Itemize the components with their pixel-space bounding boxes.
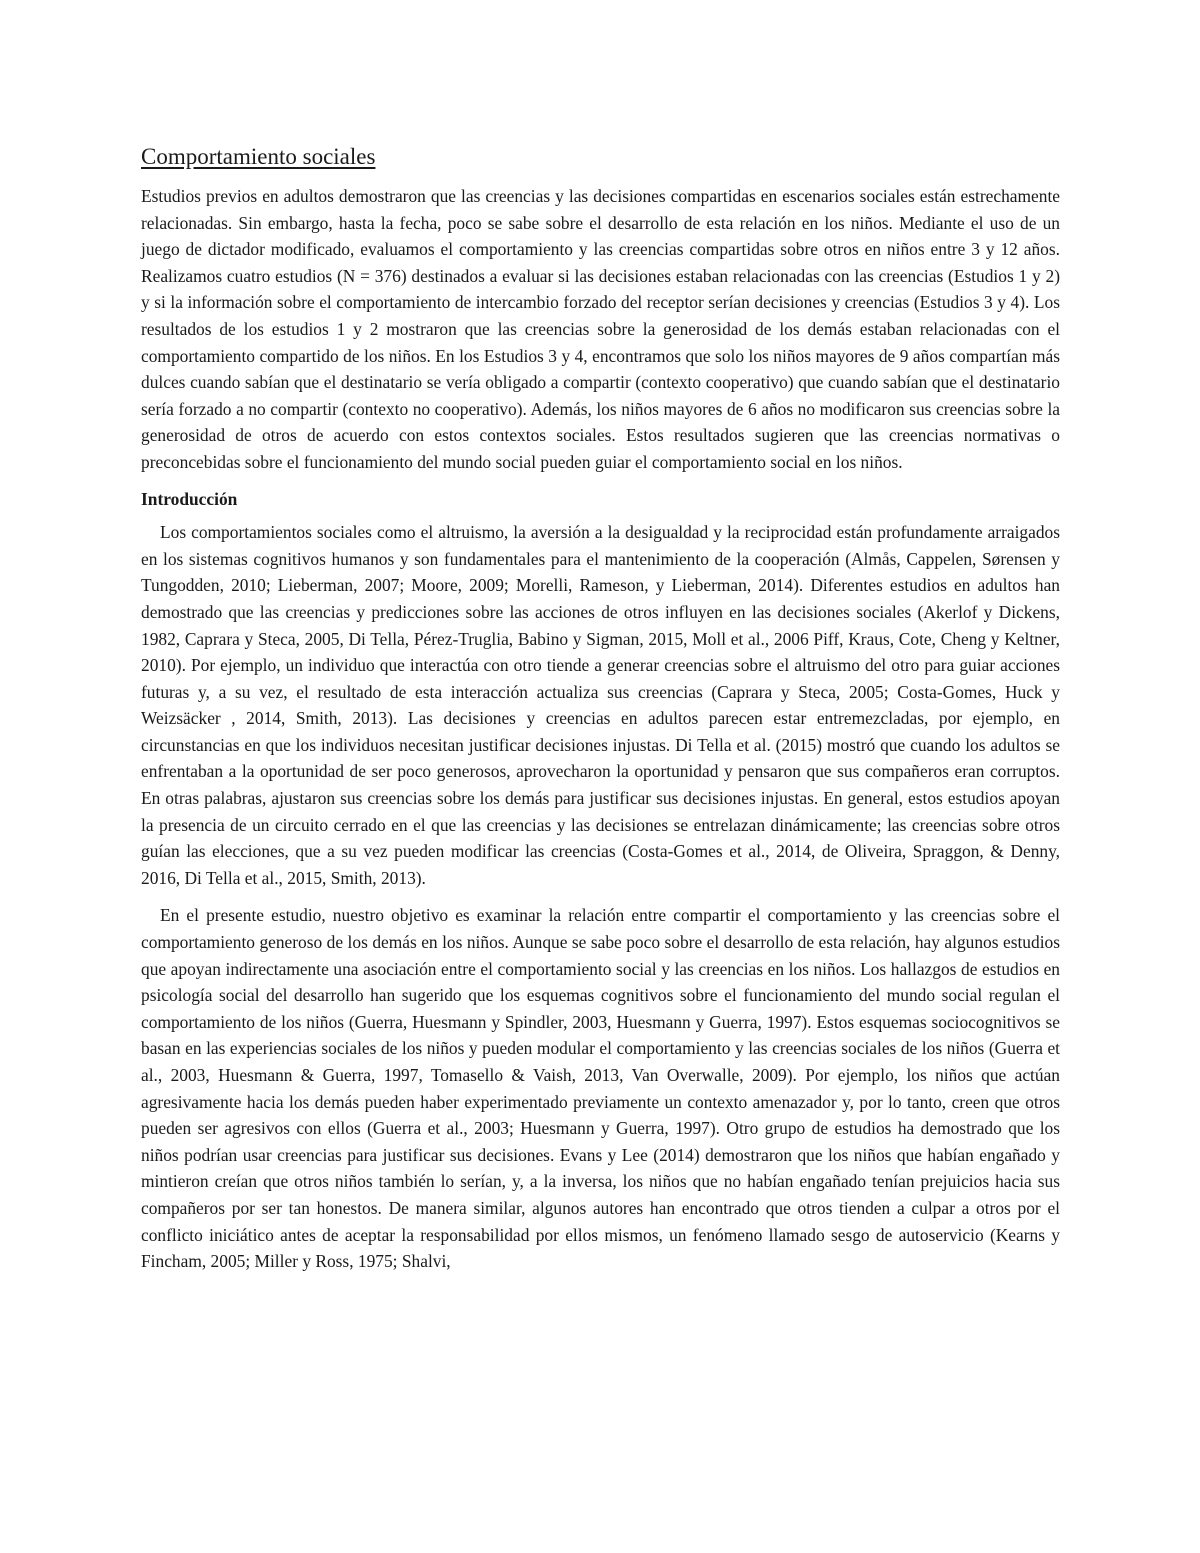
- paragraph-spacer: [141, 891, 1060, 902]
- document-title: Comportamiento sociales: [141, 144, 376, 169]
- abstract-paragraph: Estudios previos en adultos demostraron que las creencias y las decisiones compartidas en escenarios sociales están estrechamente relacionadas. Sin embargo, hasta la fecha, poco se sabe sobre el desarrollo de esta relación en los niños. Mediante el uso de un juego de dictador modificado, evaluamos el comportamiento y las creencias compartidas sobre otros en niños entre 3 y 12 años. Realizamos cuatro estudios (N = 376) destinados a evaluar si las decisiones estaban relacionadas con las creencias (Estudios 1 y 2) y si la información sobre el comportamiento de intercambio forzado del receptor serían decisiones y creencias (Estudios 3 y 4). Los resultados de los estudios 1 y 2 mostraron que las creencias sobre la generosidad de los demás estaban relacionadas con el comportamiento compartido de los niños. En los Estudios 3 y 4, encontramos que solo los niños mayores de 9 años compartían más dulces cuando sabían que el destinatario se vería obligado a compartir (contexto cooperativo) que cuando sabían que el destinatario sería forzado a no compartir (contexto no cooperativo). Además, los niños mayores de 6 años no modificaron sus creencias sobre la generosidad de otros de acuerdo con estos contextos sociales. Estos resultados sugieren que las creencias normativas o preconcebidas sobre el funcionamiento del mundo social pueden guiar el comportamiento social en los niños.: [141, 186, 1060, 472]
- section-heading-introduccion: Introducción: [141, 488, 238, 509]
- introduction-paragraph-2: En el presente estudio, nuestro objetivo es examinar la relación entre compartir el comportamiento y las creencias sobre el comportamiento generoso de los demás en los niños. Aunque se sabe poco sobre el desarrollo de esta relación, hay algunos estudios que apoyan indirectamente una asociación entre el comportamiento social y las creencias en los niños. Los hallazgos de estudios en psicología social del desarrollo han sugerido que los esquemas cognitivos sobre el funcionamiento del mundo social regulan el comportamiento de los niños (Guerra, Huesmann y Spindler, 2003, Huesmann y Guerra, 1997). Estos esquemas sociocognitivos se basan en las experiencias sociales de los niños y pueden modular el comportamiento y las creencias sociales de los niños (Guerra et al., 2003, Huesmann & Guerra, 1997, Tomasello & Vaish, 2013, Van Overwalle, 2009). Por ejemplo, los niños que actúan agresivamente hacia los demás pueden haber experimentado previamente un contexto amenazador y, por lo tanto, creen que otros pueden ser agresivos con ellos (Guerra et al., 2003; Huesmann y Guerra, 1997). Otro grupo de estudios ha demostrado que los niños podrían usar creencias para justificar sus decisiones. Evans y Lee (2014) demostraron que los niños que habían engañado y mintieron creían que otros niños también lo serían, y, a la inversa, los niños que no habían engañado tenían prejuicios hacia sus compañeros por ser tan honestos. De manera similar, algunos autores han encontrado que otros tienden a culpar a otros por el conflicto iniciático antes de aceptar la responsabilidad por ellos mismos, un fenómeno llamado sesgo de autoservicio (Kearns y Fincham, 2005; Miller y Ross, 1975; Shalvi,: [141, 905, 1060, 1272]
- introduction-paragraph-1: Los comportamientos sociales como el altruismo, la aversión a la desigualdad y la reciprocidad están profundamente arraigados en los sistemas cognitivos humanos y son fundamentales para el mantenimiento de la cooperación (Almås, Cappelen, Sørensen y Tungodden, 2010; Lieberman, 2007; Moore, 2009; Morelli, Rameson, y Lieberman, 2014). Diferentes estudios en adultos han demostrado que las creencias y predicciones sobre las acciones de otros influyen en las decisiones sociales (Akerlof y Dickens, 1982, Caprara y Steca, 2005, Di Tella, Pérez-Truglia, Babino y Sigman, 2015, Moll et al., 2006 Piff, Kraus, Cote, Cheng y Keltner, 2010). Por ejemplo, un individuo que interactúa con otro tiende a generar creencias sobre el altruismo del otro para guiar acciones futuras y, a su vez, el resultado de esta interacción actualiza sus creencias (Caprara y Steca, 2005; Costa-Gomes, Huck y Weizsäcker , 2014, Smith, 2013). Las decisiones y creencias en adultos parecen estar entremezcladas, por ejemplo, en circunstancias en que los individuos necesitan justificar decisiones injustas. Di Tella et al. (2015) mostró que cuando los adultos se enfrentaban a la oportunidad de ser poco generosos, aprovecharon la oportunidad y pensaron que sus compañeros eran corruptos. En otras palabras, ajustaron sus creencias sobre los demás para justificar sus decisiones injustas. En general, estos estudios apoyan la presencia de un circuito cerrado en el que las creencias y las decisiones se entrelazan dinámicamente; las creencias sobre otros guían las elecciones, que a su vez pueden modificar las creencias (Costa-Gomes et al., 2014, de Oliveira, Spraggon, & Denny, 2016, Di Tella et al., 2015, Smith, 2013).: [141, 522, 1060, 888]
- document-body: [141, 142, 1060, 1275]
